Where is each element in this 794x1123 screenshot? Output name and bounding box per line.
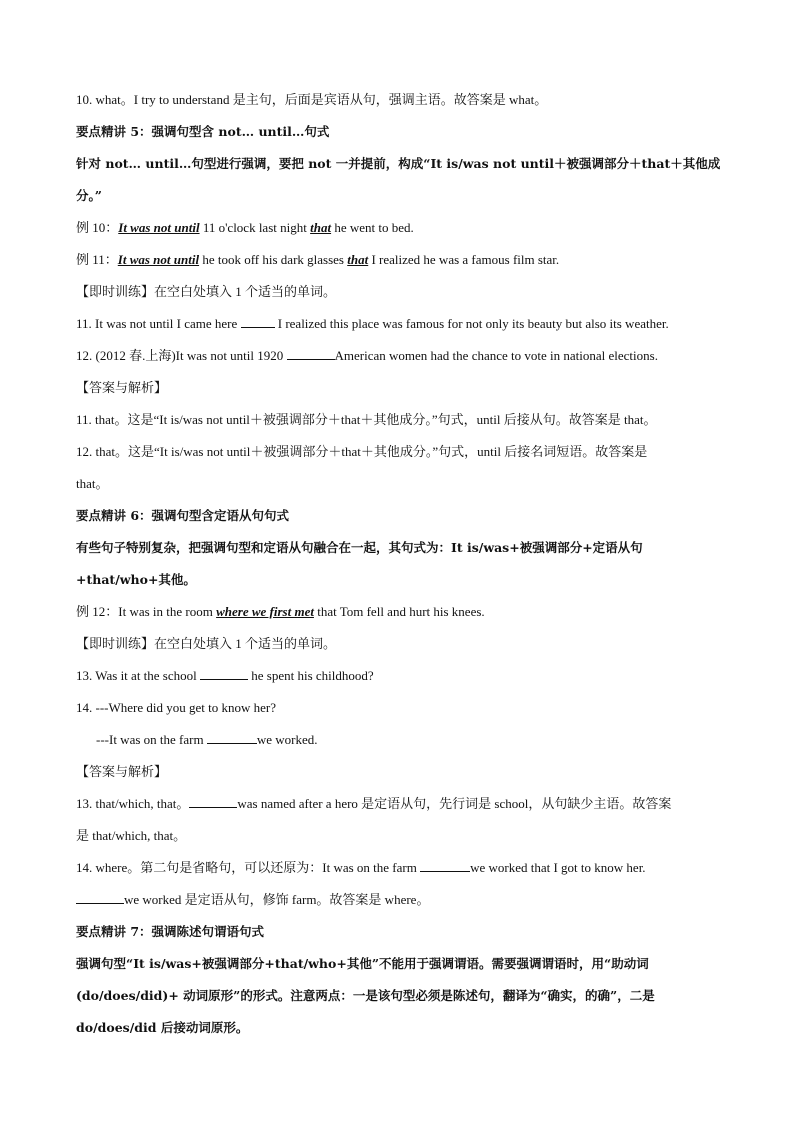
question-13-end: he spent his childhood?	[248, 668, 374, 683]
document-page	[76, 84, 726, 1044]
section-heading-6: 要点精讲 6：强调句型含定语从句句式	[76, 508, 290, 523]
example-11-middle: he took off his dark glasses	[199, 252, 348, 267]
answers-heading-2: 【答案与解析】	[76, 764, 168, 779]
section-6-desc-line-1: 有些句子特别复杂，把强调句型和定语从句融合在一起，其句式为：It is/was+被强调部分+定语从句	[76, 540, 643, 555]
example-11-emphasis-1: It was not until	[117, 252, 200, 267]
question-14-line-1: 14. ---Where did you get to know her?	[76, 700, 276, 715]
answer-14-line-2-text: we worked 是定语从句，修饰 farm。故答案是 where。	[124, 892, 430, 907]
answer-14-end: we worked that I got to know her.	[470, 860, 646, 875]
question-12-end: American women had the chance to vote in national elections.	[334, 348, 658, 363]
answer-13-start: 13. that/which, that。	[76, 796, 190, 811]
example-10-middle: 11 o'clock last night	[199, 220, 311, 235]
question-11-end: I realized this place was famous for not only its beauty but also its weather.	[274, 316, 669, 331]
example-10-end: he went to bed.	[331, 220, 414, 235]
section-heading-7: 要点精讲 7：强调陈述句谓语句式	[76, 924, 265, 939]
answers-heading-1: 【答案与解析】	[76, 380, 168, 395]
example-12-end: that Tom fell and hurt his knees.	[313, 604, 485, 619]
answer-14-blank-2	[76, 891, 124, 904]
answer-12-line-1: 12. that。这是“It is/was not until＋被强调部分＋that＋其他成分。”句式，until 后接名词短语。故答案是	[76, 444, 648, 459]
answer-14-start: 14. where。第二句是省略句，可以还原为：It was on the farm	[76, 860, 421, 875]
answer-12-line-2: that。	[76, 476, 109, 491]
question-14-line-2	[76, 724, 726, 756]
example-11	[76, 244, 726, 276]
question-12	[76, 340, 726, 372]
answer-13-line-1	[76, 788, 726, 820]
question-11-blank[interactable]	[241, 315, 275, 328]
example-10	[76, 212, 726, 244]
section-heading-5: 要点精讲 5：强调句型含 not… until…句式	[76, 124, 330, 139]
practice-heading-1: 【即时训练】在空白处填入 1 个适当的单词。	[76, 284, 337, 299]
question-13-start: 13. Was it at the school	[76, 668, 201, 683]
section-7-desc-line-2: (do/does/did)+ 动词原形”的形式。注意两点：一是该句型必须是陈述句，翻译为“确实，的确”，二是	[76, 988, 655, 1003]
example-12-start: 例 12：It was in the room	[76, 604, 217, 619]
question-11	[76, 308, 726, 340]
answer-11: 11. that。这是“It is/was not until＋被强调部分＋that＋其他成分。”句式，until 后接从句。故答案是 that。	[76, 412, 657, 427]
section-5-desc-line-2: 分。”	[76, 188, 102, 203]
question-13	[76, 660, 726, 692]
example-12	[76, 596, 726, 628]
section-5-desc-line-1: 针对 not… until…句型进行强调，要把 not 一并提前，构成“It is/was not until＋被强调部分＋that＋其他成	[76, 156, 721, 171]
example-11-emphasis-2: that	[347, 252, 369, 267]
example-10-emphasis-2: that	[310, 220, 332, 235]
answer-14-blank-1	[420, 859, 470, 872]
section-6-desc-line-2: +that/who+其他。	[76, 572, 196, 587]
answer-14-line-2	[76, 884, 726, 916]
question-14-end: we worked.	[256, 732, 318, 747]
question-13-blank[interactable]	[200, 667, 248, 680]
question-14-blank[interactable]	[207, 731, 257, 744]
answer-10: 10. what。I try to understand 是主句，后面是宾语从句，强调主语。故答案是 what。	[76, 92, 548, 107]
example-10-label: 例 10：	[76, 220, 119, 235]
question-11-start: 11. It was not until I came here	[76, 316, 241, 331]
practice-heading-2: 【即时训练】在空白处填入 1 个适当的单词。	[76, 636, 337, 651]
example-10-emphasis-1: It was not until	[118, 220, 200, 235]
section-7-desc-line-3: do/does/did 后接动词原形。	[76, 1020, 249, 1035]
question-12-start: 12. (2012 春.上海)It was not until 1920	[76, 348, 287, 363]
answer-13-end: was named after a hero 是定语从句，先行词是 school，从句缺少主语。故答案	[237, 796, 672, 811]
example-12-emphasis: where we first met	[216, 604, 314, 619]
answer-13-line-2: 是 that/which, that。	[76, 828, 187, 843]
example-11-label: 例 11：	[76, 252, 118, 267]
section-7-desc-line-1: 强调句型“It is/was+被强调部分+that/who+其他”不能用于强调谓语。需要强调谓语时，用“助动词	[76, 956, 649, 971]
answer-13-blank	[189, 795, 237, 808]
answer-14-line-1	[76, 852, 726, 884]
example-11-end: I realized he was a famous film star.	[368, 252, 560, 267]
question-14-start: ---It was on the farm	[96, 732, 207, 747]
question-12-blank[interactable]	[287, 347, 335, 360]
